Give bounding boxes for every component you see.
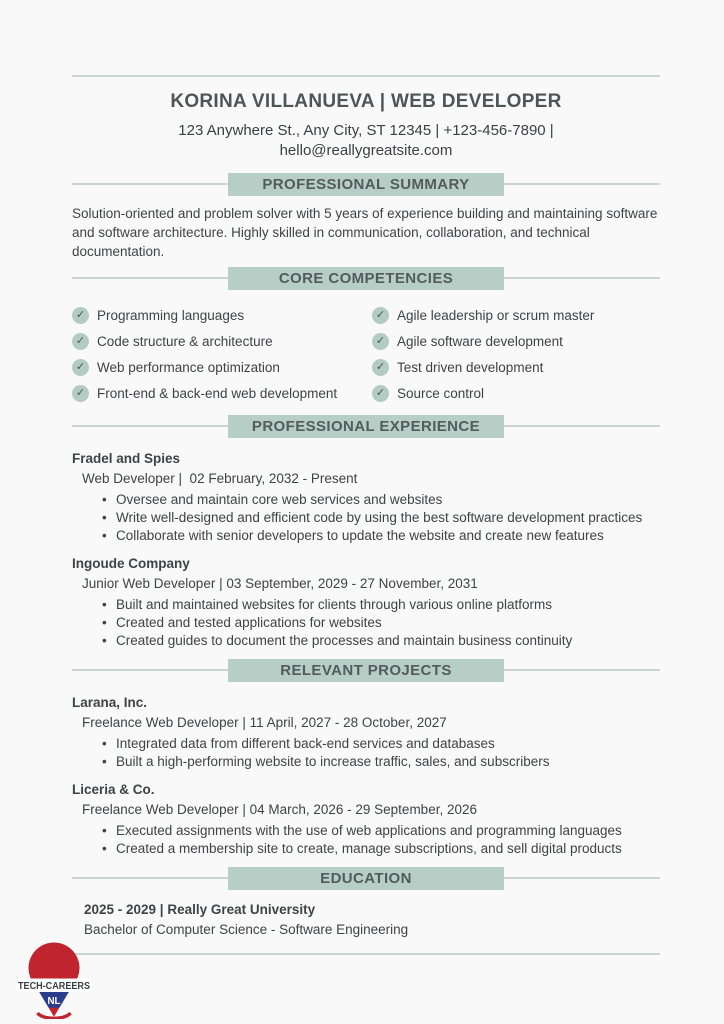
check-icon: ✓: [72, 385, 89, 402]
check-icon: ✓: [372, 359, 389, 376]
bullet-item: • Collaborate with senior developers to update the website and create new features: [102, 527, 660, 545]
check-icon: ✓: [72, 307, 89, 324]
section-title: CORE COMPETENCIES: [278, 270, 454, 287]
company-name: Liceria & Co.: [72, 782, 155, 797]
competency-item: [72, 328, 372, 354]
company-name: Fradel and Spies: [72, 451, 181, 466]
logo-text-line2: NL: [47, 996, 61, 1007]
role-line: Web Developer | 02 February, 2032 - Present: [82, 471, 358, 486]
section-title: PROFESSIONAL SUMMARY: [262, 176, 470, 193]
competency-label: Test driven development: [397, 359, 544, 375]
competency-label: Agile leadership or scrum master: [397, 307, 595, 323]
bullet-item: • Created guides to document the processes and maintain business continuity: [102, 632, 660, 650]
role-line: Junior Web Developer | 03 September, 2029 - 27 November, 2031: [82, 576, 478, 591]
role-line: Freelance Web Developer | 04 March, 2026 - 29 September, 2026: [82, 802, 477, 817]
bottom-divider: [72, 953, 660, 955]
project-entry: [72, 695, 660, 771]
section-title: RELEVANT PROJECTS: [280, 662, 452, 679]
competency-label: Code structure & architecture: [97, 333, 273, 349]
tech-careers-logo: [16, 941, 92, 1019]
section-header-summary: [72, 173, 660, 196]
check-icon: ✓: [372, 333, 389, 350]
section-title-box: [228, 659, 504, 682]
contact-info: [72, 121, 660, 161]
education-degree: Bachelor of Computer Science - Software Engineering: [84, 922, 409, 937]
bullet-item: • Oversee and maintain core web services and websites: [102, 491, 660, 509]
section-header-education: [72, 867, 660, 890]
section-title: EDUCATION: [320, 870, 412, 887]
section-title-box: [228, 867, 504, 890]
section-header-experience: [72, 415, 660, 438]
competency-item: [72, 354, 372, 380]
bullet-list: [72, 735, 660, 771]
check-icon: ✓: [372, 307, 389, 324]
section-title-box: [228, 267, 504, 290]
section-title-box: [228, 415, 504, 438]
company-name: Larana, Inc.: [72, 695, 148, 710]
bullet-item: • Integrated data from different back-end services and databases: [102, 735, 660, 753]
competency-item: [372, 380, 660, 406]
role-line: Freelance Web Developer | 11 April, 2027 - 28 October, 2027: [82, 715, 447, 730]
competency-item: [72, 302, 372, 328]
bullet-item: • Executed assignments with the use of web applications and programming languages: [102, 822, 660, 840]
bullet-item: • Built and maintained websites for clients through various online platforms: [102, 596, 660, 614]
section-title-box: [228, 173, 504, 196]
education-school: 2025 - 2029 | Really Great University: [84, 902, 316, 917]
section-header-projects: [72, 659, 660, 682]
competency-label: Front-end & back-end web development: [97, 385, 338, 401]
bullet-item: • Created and tested applications for websites: [102, 614, 660, 632]
page-title: KORINA VILLANUEVA | WEB DEVELOPER: [170, 91, 562, 112]
contact-line-2: hello@reallygreatsite.com: [279, 142, 453, 159]
experience-entry: [72, 451, 660, 545]
competency-label: Programming languages: [97, 307, 245, 323]
summary-paragraph: Solution-oriented and problem solver with 5 years of experience building and maintaining software and software architecture. Highly skilled in communication, collaboration, and technical documentation.: [72, 206, 658, 259]
section-header-competencies: [72, 267, 660, 290]
company-name: Ingoude Company: [72, 556, 190, 571]
experience-entry: [72, 556, 660, 650]
project-entry: [72, 782, 660, 858]
competency-label: Source control: [397, 385, 485, 401]
check-icon: ✓: [372, 385, 389, 402]
competency-label: Web performance optimization: [97, 359, 280, 375]
top-divider: [72, 75, 660, 77]
check-icon: ✓: [72, 333, 89, 350]
bullet-list: [72, 596, 660, 650]
education-entry: [72, 902, 660, 938]
bullet-item: • Write well-designed and efficient code by using the best software development practices: [102, 509, 660, 527]
competency-item: [72, 380, 372, 406]
bullet-item: • Created a membership site to create, manage subscriptions, and sell digital products: [102, 840, 660, 858]
bullet-list: [72, 491, 660, 545]
competency-item: [372, 354, 660, 380]
bullet-list: [72, 822, 660, 858]
contact-line-1: 123 Anywhere St., Any City, ST 12345 | +123-456-7890 |: [178, 122, 554, 139]
check-icon: ✓: [72, 359, 89, 376]
competencies-list: [72, 302, 660, 406]
section-title: PROFESSIONAL EXPERIENCE: [251, 418, 481, 435]
resume-content: [0, 75, 724, 955]
competency-item: [372, 328, 660, 354]
competency-label: Agile software development: [397, 333, 563, 349]
competency-item: [372, 302, 660, 328]
bullet-item: • Built a high-performing website to increase traffic, sales, and subscribers: [102, 753, 660, 771]
logo-text-line1: TECH-CAREERS: [18, 981, 91, 992]
